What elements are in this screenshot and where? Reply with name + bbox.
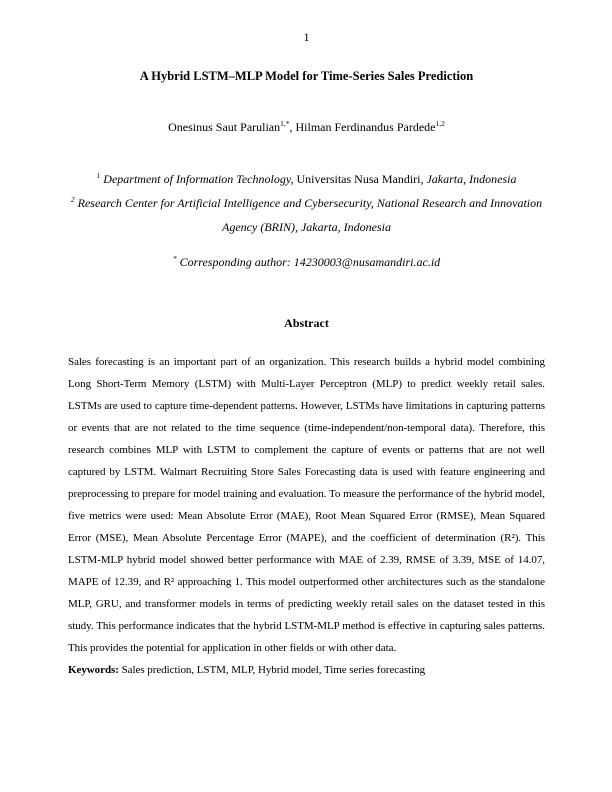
affiliation-university: Universitas Nusa Mandiri,: [296, 172, 427, 186]
page-number: 1: [303, 30, 310, 44]
abstract-heading: Abstract: [284, 316, 329, 330]
affiliation-location: Jakarta, Indonesia: [426, 172, 517, 186]
author-name: Onesinus Saut Parulian: [168, 120, 281, 134]
paper-title: A Hybrid LSTM–MLP Model for Time-Series Sales Prediction: [139, 69, 474, 83]
author-name: Hilman Ferdinandus Pardede: [295, 120, 436, 134]
corresponding-author-line: [68, 255, 545, 270]
author-superscript: 1,2: [435, 119, 445, 128]
authors-line: [68, 120, 545, 135]
affiliation-department: Department of Information Technology,: [103, 172, 297, 186]
abstract-body: Sales forecasting is an important part of an organization. This research builds a hybrid model combining Long Short-Term Memory (LSTM) with Multi-Layer Perceptron (MLP) to predict weekly retail sales. LSTMs are used to capture time-dependent patterns. However, LSTMs have limitations in capturing patterns or events that are not related to the time sequence (time-independent/non-temporal data). Therefore, this research combines MLP with LSTM to complement the capture of events or patterns that are not well captured by LSTM. Walmart Recruiting Store Sales Forecasting data is used with feature engineering and preprocessing to prepare for model training and evaluation. To measure the performance of the hybrid model, five metrics were used: Mean Absolute Error (MAE), Root Mean Squared Error (RMSE), Mean Squared Error (MSE), Mean Absolute Percentage Error (MAPE), and the coefficient of determination (R²). This LSTM-MLP hybrid model showed better performance with MAE of 2.39, RMSE of 3.39, MSE of 14.07, MAPE of 12.39, and R² approaching 1. This model outperformed other architectures such as the standalone MLP, GRU, and transformer models in terms of predicting weekly retail sales on the dataset tested in this study. This performance indicates that the hybrid LSTM-MLP method is effective in capturing sales patterns. This provides the potential for application in other fields or with other data.: [68, 356, 545, 654]
keywords-text: Sales prediction, LSTM, MLP, Hybrid model, Time series forecasting: [118, 664, 426, 676]
keywords-line: [68, 659, 545, 681]
affiliation-text: Research Center for Artificial Intelligence and Cybersecurity, National Research and Innovation Agency (BRIN), Jakarta, Indonesia: [77, 196, 543, 234]
author-superscript: 1,*: [280, 119, 290, 128]
corresponding-label: Corresponding author:: [179, 255, 294, 269]
affiliations-block: [68, 167, 545, 239]
affiliation-line-1: [68, 167, 545, 191]
corresponding-marker: *: [172, 254, 177, 263]
affiliation-marker: 2: [70, 195, 75, 204]
affiliation-line-2: [68, 191, 545, 239]
author-separator: ,: [289, 120, 296, 134]
keywords-label: Keywords:: [68, 664, 119, 676]
corresponding-email: 14230003@nusamandiri.ac.id: [293, 255, 441, 269]
affiliation-marker: 1: [96, 171, 101, 180]
